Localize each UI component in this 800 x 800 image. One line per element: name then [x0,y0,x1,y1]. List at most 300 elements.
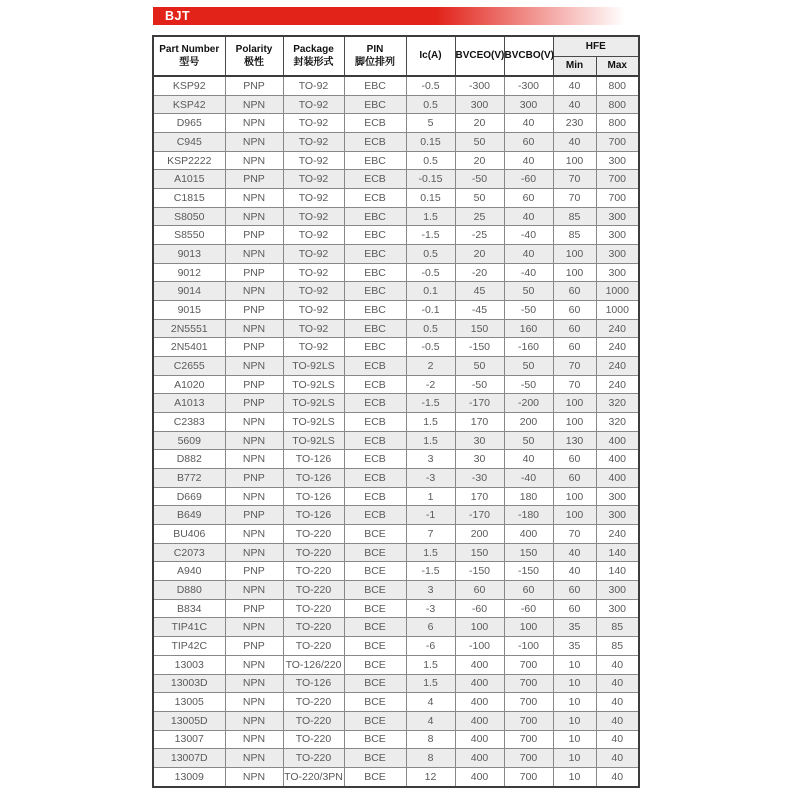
section-banner [153,7,625,25]
table-cell: 0.15 [406,189,455,208]
table-cell: TO-92 [283,263,344,282]
table-cell: S8550 [153,226,225,245]
table-cell: 60 [553,282,596,301]
table-cell: PNP [225,637,283,656]
table-cell: BCE [344,562,406,581]
col-header-ic: Ic(A) [406,36,455,76]
table-cell: KSP2222 [153,151,225,170]
table-cell: KSP92 [153,76,225,95]
col-header-part-number [153,36,225,76]
table-cell: 9014 [153,282,225,301]
table-cell: 400 [455,693,504,712]
table-cell: TO-220 [283,543,344,562]
table-row [153,431,639,450]
table-cell: 170 [455,487,504,506]
table-row [153,543,639,562]
table-cell: 5609 [153,431,225,450]
table-cell: PNP [225,263,283,282]
table-cell: TO-220 [283,749,344,768]
table-cell: B649 [153,506,225,525]
table-cell: 300 [455,95,504,114]
table-cell: -60 [504,599,553,618]
table-cell: 40 [596,693,639,712]
table-cell: PNP [225,301,283,320]
table-cell: 0.5 [406,319,455,338]
table-cell: 3 [406,450,455,469]
table-cell: 400 [455,655,504,674]
table-cell: 2 [406,357,455,376]
table-cell: EBC [344,338,406,357]
table-cell: 700 [504,749,553,768]
section-title: BJT [165,9,191,23]
table-cell: 700 [504,730,553,749]
table-cell: 800 [596,114,639,133]
table-cell: 10 [553,749,596,768]
table-cell: EBC [344,95,406,114]
table-cell: 70 [553,170,596,189]
table-cell: 700 [504,767,553,786]
table-cell: NPN [225,319,283,338]
table-cell: 30 [455,450,504,469]
table-cell: 50 [455,189,504,208]
table-row [153,357,639,376]
table-row [153,114,639,133]
table-cell: 60 [504,581,553,600]
table-row [153,525,639,544]
table-cell: -25 [455,226,504,245]
table-cell: NPN [225,655,283,674]
table-cell: C2073 [153,543,225,562]
table-row [153,730,639,749]
table-row [153,674,639,693]
table-cell: PNP [225,375,283,394]
table-cell: NPN [225,543,283,562]
table-row [153,245,639,264]
table-row [153,618,639,637]
table-cell: BCE [344,618,406,637]
table-row [153,637,639,656]
table-row [153,749,639,768]
table-cell: BCE [344,655,406,674]
table-cell: 100 [455,618,504,637]
table-cell: -100 [455,637,504,656]
col-header-package-en: Package [293,43,334,55]
table-cell: NPN [225,767,283,786]
table-cell: -30 [455,469,504,488]
table-cell: ECB [344,431,406,450]
table-header [153,36,639,76]
table-cell: -170 [455,394,504,413]
table-row [153,263,639,282]
table-cell: 40 [596,730,639,749]
table-cell: NPN [225,245,283,264]
table-cell: 5 [406,114,455,133]
table-row [153,450,639,469]
table-cell: -300 [455,76,504,95]
table-cell: 700 [504,693,553,712]
table-cell: 300 [596,581,639,600]
table-cell: 40 [596,674,639,693]
table-cell: 8 [406,730,455,749]
table-cell: 40 [596,655,639,674]
table-cell: 3 [406,581,455,600]
table-cell: TO-92 [283,245,344,264]
table-cell: EBC [344,282,406,301]
table-cell: 400 [455,767,504,786]
table-cell: 60 [455,581,504,600]
table-cell: 300 [596,151,639,170]
table-body [153,76,639,787]
table-cell: 1.5 [406,543,455,562]
col-header-hfe-max: Max [596,57,639,77]
table-cell: 0.15 [406,133,455,152]
table-cell: 1000 [596,301,639,320]
table-row [153,170,639,189]
table-cell: NPN [225,282,283,301]
table-cell: 400 [596,450,639,469]
table-cell: 240 [596,357,639,376]
table-cell: BCE [344,693,406,712]
table-cell: TIP41C [153,618,225,637]
table-cell: 9013 [153,245,225,264]
table-cell: TO-126 [283,506,344,525]
table-cell: PNP [225,394,283,413]
table-cell: 85 [553,207,596,226]
table-cell: TO-220 [283,693,344,712]
table-cell: TO-92 [283,170,344,189]
table-row [153,693,639,712]
table-cell: TO-92 [283,319,344,338]
table-cell: 50 [455,133,504,152]
table-cell: NPN [225,749,283,768]
table-cell: 9015 [153,301,225,320]
table-cell: TO-92LS [283,394,344,413]
table-cell: TO-92 [283,114,344,133]
table-cell: 60 [553,338,596,357]
table-cell: TO-92 [283,301,344,320]
table-cell: -1.5 [406,394,455,413]
table-cell: 0.5 [406,151,455,170]
table-cell: -50 [504,301,553,320]
col-header-package [283,36,344,76]
table-cell: A1015 [153,170,225,189]
table-cell: EBC [344,301,406,320]
table-cell: -0.5 [406,263,455,282]
table-cell: 35 [553,618,596,637]
table-cell: 400 [455,711,504,730]
table-cell: NPN [225,730,283,749]
table-cell: 10 [553,693,596,712]
table-cell: A1013 [153,394,225,413]
table-cell: 400 [455,730,504,749]
table-cell: -300 [504,76,553,95]
table-cell: 160 [504,319,553,338]
col-header-package-zh: 封装形式 [293,57,334,68]
table-cell: -150 [504,562,553,581]
table-cell: TO-220 [283,637,344,656]
table-cell: 140 [596,543,639,562]
col-header-bvcbo: BVCBO(V) [504,36,553,76]
table-cell: 45 [455,282,504,301]
table-cell: 60 [553,450,596,469]
table-cell: -60 [455,599,504,618]
table-cell: D880 [153,581,225,600]
table-cell: 40 [504,114,553,133]
table-cell: 4 [406,693,455,712]
col-header-hfe: HFE [553,36,639,57]
table-cell: 100 [553,394,596,413]
table-cell: 300 [596,599,639,618]
table-cell: 300 [596,487,639,506]
table-cell: D965 [153,114,225,133]
table-cell: 60 [553,581,596,600]
table-cell: -0.5 [406,338,455,357]
table-cell: -1.5 [406,562,455,581]
table-cell: TO-220 [283,525,344,544]
table-cell: 13003 [153,655,225,674]
table-cell: TO-92 [283,282,344,301]
table-row [153,599,639,618]
table-cell: ECB [344,469,406,488]
table-cell: ECB [344,375,406,394]
table-cell: 50 [504,431,553,450]
table-cell: ECB [344,357,406,376]
table-cell: EBC [344,151,406,170]
table-cell: 170 [455,413,504,432]
table-cell: TO-220 [283,581,344,600]
table-row [153,151,639,170]
table-cell: 13003D [153,674,225,693]
table-cell: B772 [153,469,225,488]
table-cell: 40 [553,95,596,114]
table-row [153,469,639,488]
table-cell: 60 [553,319,596,338]
table-cell: 100 [553,506,596,525]
table-cell: 130 [553,431,596,450]
table-cell: 100 [553,413,596,432]
table-cell: NPN [225,450,283,469]
table-cell: 150 [504,543,553,562]
table-cell: EBC [344,319,406,338]
table-cell: ECB [344,394,406,413]
table-cell: 50 [504,357,553,376]
table-cell: 320 [596,413,639,432]
table-cell: 40 [553,543,596,562]
table-cell: NPN [225,413,283,432]
table-cell: BCE [344,581,406,600]
table-cell: 700 [504,655,553,674]
table-cell: NPN [225,711,283,730]
table-cell: 40 [504,151,553,170]
table-cell: 230 [553,114,596,133]
table-cell: 85 [596,637,639,656]
table-row [153,133,639,152]
table-cell: 60 [553,599,596,618]
col-header-pin-zh: 脚位排列 [355,57,395,68]
table-cell: -40 [504,263,553,282]
table-cell: 40 [504,245,553,264]
table-cell: 200 [504,413,553,432]
table-cell: 0.5 [406,95,455,114]
table-cell: C945 [153,133,225,152]
table-row [153,375,639,394]
table-cell: 85 [553,226,596,245]
table-cell: 400 [455,674,504,693]
table-cell: ECB [344,133,406,152]
table-cell: EBC [344,226,406,245]
col-header-part-number-zh: 型号 [179,57,200,68]
table-cell: -1 [406,506,455,525]
table-cell: PNP [225,338,283,357]
table-cell: -150 [455,338,504,357]
table-cell: -6 [406,637,455,656]
table-row [153,189,639,208]
table-cell: TO-92LS [283,357,344,376]
table-cell: -20 [455,263,504,282]
table-cell: 1.5 [406,413,455,432]
table-row [153,301,639,320]
table-cell: 35 [553,637,596,656]
col-header-bvceo: BVCEO(V) [455,36,504,76]
table-cell: 9012 [153,263,225,282]
table-cell: 20 [455,245,504,264]
table-cell: -50 [455,375,504,394]
table-cell: 13005 [153,693,225,712]
table-cell: 400 [504,525,553,544]
table-cell: -180 [504,506,553,525]
table-cell: 30 [455,431,504,450]
table-cell: PNP [225,226,283,245]
table-cell: A940 [153,562,225,581]
table-cell: 10 [553,767,596,786]
table-row [153,711,639,730]
table-cell: PNP [225,562,283,581]
table-cell: NPN [225,693,283,712]
table-cell: 10 [553,711,596,730]
table-cell: TO-92 [283,95,344,114]
table-row [153,581,639,600]
table-cell: 1 [406,487,455,506]
table-cell: -0.1 [406,301,455,320]
table-cell: 40 [504,450,553,469]
table-cell: 240 [596,525,639,544]
table-cell: BCE [344,599,406,618]
table-cell: 10 [553,674,596,693]
table-cell: BCE [344,767,406,786]
table-cell: TO-220/3PN [283,767,344,786]
table-cell: TO-220 [283,618,344,637]
table-cell: NPN [225,581,283,600]
table-cell: 70 [553,189,596,208]
table-cell: 300 [596,506,639,525]
table-cell: -100 [504,637,553,656]
table-cell: TO-126 [283,674,344,693]
table-cell: 20 [455,114,504,133]
table-cell: 300 [596,226,639,245]
table-cell: 7 [406,525,455,544]
table-cell: -1.5 [406,226,455,245]
table-cell: 400 [596,469,639,488]
table-row [153,767,639,786]
table-cell: BU406 [153,525,225,544]
table-cell: 40 [553,562,596,581]
table-cell: 10 [553,655,596,674]
table-cell: TO-126 [283,450,344,469]
table-cell: 2N5551 [153,319,225,338]
table-cell: 85 [596,618,639,637]
table-cell: BCE [344,637,406,656]
table-cell: EBC [344,207,406,226]
table-cell: TO-92LS [283,375,344,394]
table-cell: C1815 [153,189,225,208]
table-cell: 100 [553,487,596,506]
table-cell: TO-220 [283,599,344,618]
table-cell: KSP42 [153,95,225,114]
table-cell: 70 [553,525,596,544]
table-cell: -3 [406,599,455,618]
table-row [153,76,639,95]
table-row [153,655,639,674]
table-row [153,562,639,581]
table-cell: NPN [225,189,283,208]
table-cell: PNP [225,170,283,189]
table-cell: BCE [344,749,406,768]
table-cell: TO-92 [283,189,344,208]
table-cell: 10 [553,730,596,749]
table-cell: TO-92LS [283,413,344,432]
table-cell: NPN [225,133,283,152]
table-cell: 400 [455,749,504,768]
table-cell: 1.5 [406,431,455,450]
table-cell: D669 [153,487,225,506]
table-cell: PNP [225,599,283,618]
table-cell: 1.5 [406,207,455,226]
table-cell: 800 [596,95,639,114]
table-cell: -160 [504,338,553,357]
col-header-pin-en: PIN [366,43,384,55]
table-cell: 100 [504,618,553,637]
table-cell: 320 [596,394,639,413]
table-cell: NPN [225,487,283,506]
table-cell: ECB [344,114,406,133]
table-cell: PNP [225,469,283,488]
table-row [153,226,639,245]
table-row [153,338,639,357]
table-cell: PNP [225,506,283,525]
table-cell: 13009 [153,767,225,786]
table-cell: 1.5 [406,655,455,674]
table-cell: 150 [455,319,504,338]
table-row [153,319,639,338]
table-cell: NPN [225,431,283,450]
table-row [153,282,639,301]
table-row [153,207,639,226]
table-cell: TO-220 [283,711,344,730]
table-cell: 100 [553,263,596,282]
table-cell: ECB [344,487,406,506]
table-cell: BCE [344,543,406,562]
table-cell: NPN [225,618,283,637]
table-cell: 70 [553,357,596,376]
table-cell: TO-126 [283,469,344,488]
table-cell: 700 [596,170,639,189]
table-cell: 240 [596,375,639,394]
table-cell: 1.5 [406,674,455,693]
table-cell: 180 [504,487,553,506]
table-cell: 60 [553,469,596,488]
table-cell: PNP [225,76,283,95]
table-cell: ECB [344,506,406,525]
